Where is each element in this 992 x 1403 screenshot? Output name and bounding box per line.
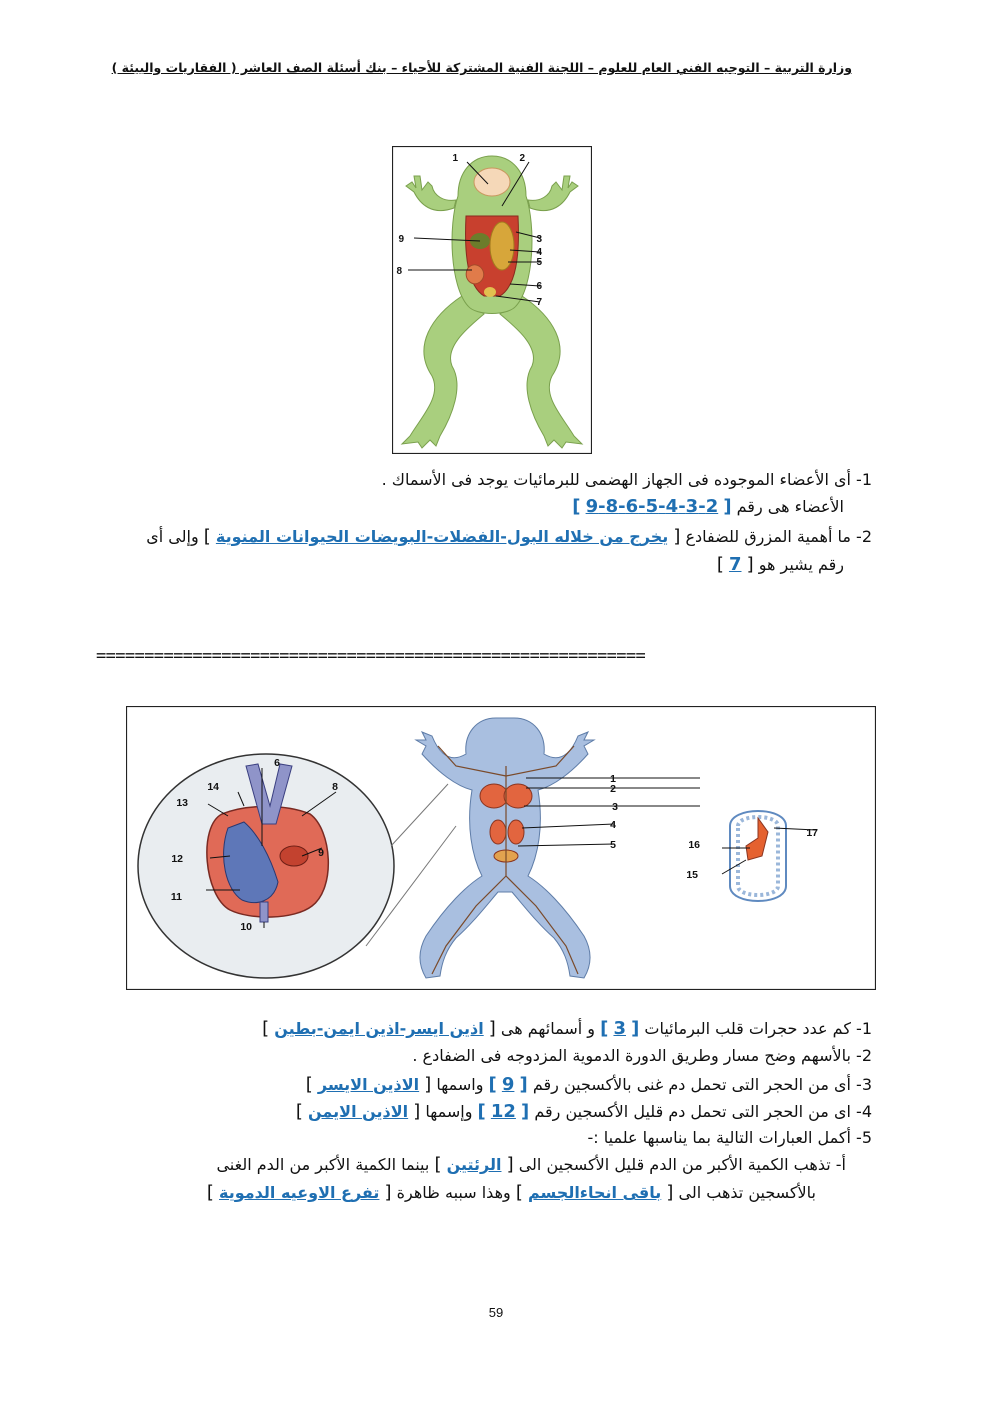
s1-q2-line2 bbox=[717, 554, 844, 575]
heart-label: 11 bbox=[170, 891, 182, 903]
bracket: [ bbox=[488, 1018, 496, 1039]
s1-q1-line2 bbox=[572, 496, 844, 517]
frog-circulation-figure bbox=[126, 706, 876, 990]
frog-label: 7 bbox=[536, 297, 542, 308]
answer: يخرج من خلاله البول-الفضلات-البويضات الحيوانات المنوية bbox=[215, 527, 669, 546]
answer: اذين ايسر-اذين ايمن-بطين bbox=[274, 1019, 484, 1038]
bracket: ] bbox=[600, 1018, 609, 1039]
answer: باقى انحاءالجسم bbox=[527, 1183, 662, 1202]
answer: الرئتين bbox=[446, 1155, 502, 1174]
answer: تفرع الاوعيه الدموية bbox=[219, 1183, 380, 1202]
s2-q1 bbox=[262, 1018, 872, 1039]
body-label: 3 bbox=[612, 801, 618, 813]
question-text: و أسمائهم هى bbox=[500, 1019, 596, 1038]
frog-label: 2 bbox=[519, 153, 525, 164]
frog-label: 6 bbox=[536, 281, 542, 292]
question-number: 2- bbox=[856, 1046, 872, 1065]
page-number: 59 bbox=[488, 1305, 504, 1320]
bracket: [ bbox=[673, 526, 681, 547]
section-separator: ========================================================= bbox=[96, 646, 646, 666]
bracket: [ bbox=[521, 1101, 530, 1122]
answer: 2-3-4-5-6-8-9 bbox=[585, 496, 719, 517]
question-text: واسمها bbox=[436, 1075, 484, 1094]
frog-label: 3 bbox=[536, 234, 542, 245]
frog-dissection-figure bbox=[392, 146, 592, 454]
s2-q5 bbox=[588, 1128, 872, 1147]
question-text: ما أهمية المزرق للضفادع bbox=[685, 527, 851, 546]
s2-q3 bbox=[306, 1074, 872, 1095]
question-text: بالأسهم وضح مسار وطريق الدورة الدموية المزدوجه فى الضفادع . bbox=[412, 1046, 851, 1065]
frog-label: 9 bbox=[398, 234, 404, 245]
item-marker: أ- bbox=[835, 1155, 846, 1174]
question-text: اى من الحجر التى تحمل دم قليل الأكسجين رقم bbox=[534, 1102, 851, 1121]
bracket: [ bbox=[631, 1018, 640, 1039]
bracket: ] bbox=[295, 1101, 303, 1122]
question-text: أى من الحجر التى تحمل دم غنى بالأكسجين رقم bbox=[532, 1075, 851, 1094]
question-text: بالأكسجين تذهب الى bbox=[678, 1183, 816, 1202]
question-number: 1- bbox=[856, 1019, 872, 1038]
question-text: وهذا سببه ظاهرة bbox=[396, 1183, 511, 1202]
frog-label: 8 bbox=[396, 266, 402, 277]
answer: 9 bbox=[501, 1074, 515, 1095]
heart-label: 13 bbox=[176, 797, 188, 809]
body-label: 1 bbox=[610, 773, 616, 785]
bracket: [ bbox=[746, 554, 754, 575]
bracket: [ bbox=[506, 1154, 514, 1175]
bracket: [ bbox=[384, 1182, 392, 1203]
answer: الاذين الايسر bbox=[317, 1075, 420, 1094]
answer: 7 bbox=[728, 554, 742, 575]
loop-label: 17 bbox=[806, 827, 818, 839]
question-number: 5- bbox=[856, 1128, 872, 1147]
bracket: ] bbox=[716, 554, 724, 575]
bracket: ] bbox=[572, 496, 581, 517]
s2-q5a-line1 bbox=[216, 1154, 846, 1175]
bracket: ] bbox=[488, 1074, 497, 1095]
question-text: أى الأعضاء الموجوده فى الجهاز الهضمى للبرمائيات يوجد فى الأسماك . bbox=[381, 470, 851, 489]
frog-label: 4 bbox=[536, 247, 542, 258]
s1-q2-line1 bbox=[146, 526, 872, 547]
bracket: [ bbox=[519, 1074, 528, 1095]
question-number: 3- bbox=[856, 1075, 872, 1094]
question-text: أكمل العبارات التالية بما يناسبها علميا :- bbox=[587, 1128, 851, 1147]
heart-label: 6 bbox=[274, 757, 280, 769]
answer: الاذين الايمن bbox=[308, 1102, 409, 1121]
question-text: تذهب الكمية الأكبر من الدم قليل الأكسجين الى bbox=[518, 1155, 831, 1174]
bracket: ] bbox=[203, 526, 211, 547]
heart-label: 10 bbox=[240, 921, 252, 933]
question-text: بينما الكمية الأكبر من الدم الغنى bbox=[216, 1155, 430, 1174]
bracket: ] bbox=[434, 1154, 442, 1175]
question-number: 4- bbox=[856, 1102, 872, 1121]
heart-label: 9 bbox=[318, 847, 324, 859]
bracket: [ bbox=[413, 1101, 421, 1122]
bracket: [ bbox=[666, 1182, 674, 1203]
frog-label: 1 bbox=[452, 153, 458, 164]
body-label: 4 bbox=[610, 819, 616, 831]
body-label: 5 bbox=[610, 839, 616, 851]
bracket: ] bbox=[305, 1074, 313, 1095]
heart-label: 8 bbox=[332, 781, 338, 793]
heart-label: 12 bbox=[171, 853, 183, 865]
loop-label: 15 bbox=[686, 869, 698, 881]
question-text: الأعضاء هى رقم bbox=[736, 497, 844, 516]
frog-label: 5 bbox=[536, 257, 542, 268]
s2-q2 bbox=[412, 1046, 872, 1065]
question-text: وإلى أى bbox=[146, 527, 199, 546]
heart-label: 14 bbox=[207, 781, 219, 793]
s1-q1-line1 bbox=[382, 470, 872, 489]
answer: 3 bbox=[613, 1018, 626, 1039]
answer: 12 bbox=[490, 1101, 516, 1122]
question-text: وإسمها bbox=[425, 1102, 473, 1121]
question-number: 2- bbox=[856, 527, 872, 546]
body-label: 2 bbox=[610, 783, 616, 795]
question-number: 1- bbox=[856, 470, 872, 489]
bracket: ] bbox=[477, 1101, 486, 1122]
page-header: وزارة التربية – التوجيه الفني العام للعلوم – اللجنة الفنية المشتركة للأحياء – بنك أسئلة الصف العاشر ( الفقاريات والبيئة ) bbox=[111, 60, 852, 75]
loop-label: 16 bbox=[688, 839, 700, 851]
bracket: ] bbox=[515, 1182, 523, 1203]
bracket: [ bbox=[424, 1074, 432, 1095]
bracket: [ bbox=[723, 496, 732, 517]
s2-q5a-line2 bbox=[207, 1182, 816, 1203]
bracket: ] bbox=[262, 1018, 270, 1039]
bracket: ] bbox=[206, 1182, 214, 1203]
s2-q4 bbox=[296, 1101, 872, 1122]
question-text: رقم يشير هو bbox=[758, 555, 844, 574]
question-text: كم عدد حجرات قلب البرمائيات bbox=[644, 1019, 851, 1038]
